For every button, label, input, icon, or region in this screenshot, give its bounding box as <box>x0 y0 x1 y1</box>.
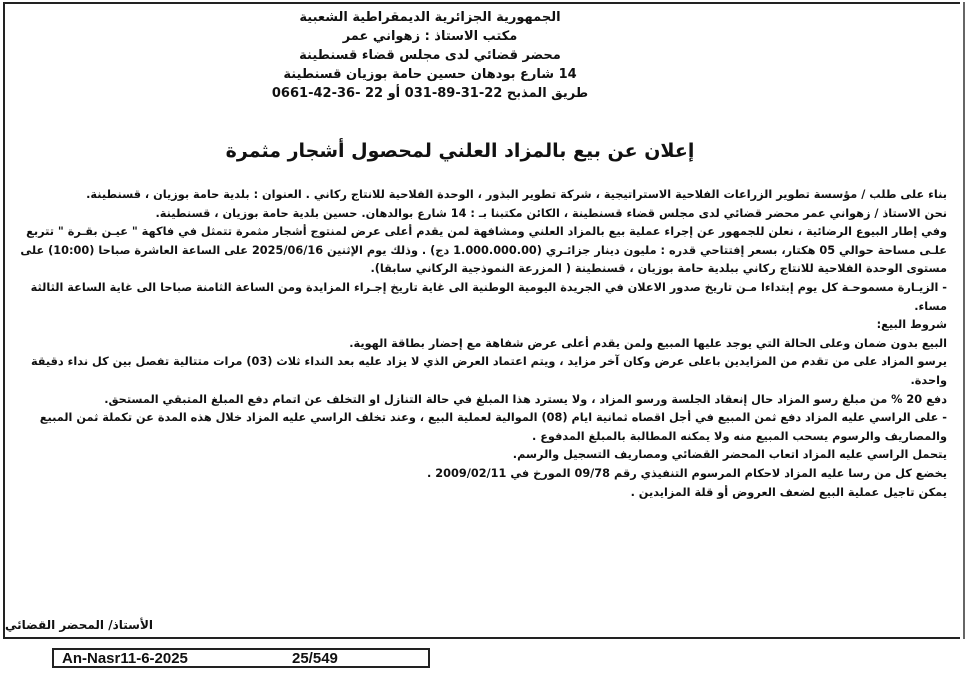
condition-highest-bid: يرسو المزاد على من تقدم من المزايدين باعلى عرض وكان آخر مزايد ، ويتم اعتماد العرض الذي لا يزاد عليه بعد النداء ثلاث (03) مرات متتالية تفصل بين كل نداء دقيقة واحدة. <box>30 355 947 387</box>
publication-number: 25/549 <box>292 650 338 667</box>
notice-body <box>12 186 947 502</box>
body-paragraph-bailiff: نحن الاستاذ / زهواني عمر محضر قضائي لدى مجلس قضاء قسنطينة ، الكائن مكتبنا بـ : 14 شارع بوالدهان. حسين بلدية حامة بوزيان ، قسنطينة. <box>155 206 947 220</box>
notice-title: إعلان عن بيع بالمزاد العلني لمحصول أشجار مثمرة <box>225 140 695 162</box>
condition-no-guarantee: البيع بدون ضمان وعلى الحالة التي يوجد عليها المبيع ولمن يقدم أعلى عرض شفاهة مع إحضار بطاقة الهوية. <box>349 336 947 350</box>
publication-footer <box>52 648 430 668</box>
condition-deposit: دفع 20 % من مبلغ رسو المزاد حال إنعقاد الجلسة ورسو المزاد ، ولا يسترد هذا المبلغ في حالة التنازل او التخلف عن اتمام دفع المبلغ المتبقي المستحق. <box>104 392 947 406</box>
publication-reference: An-Nasr11-6-2025 <box>62 650 188 667</box>
header-line-republic: الجمهورية الجزائرية الديمقراطية الشعبية <box>299 10 561 25</box>
body-paragraph-request: بناء على طلب / مؤسسة تطوير الزراعات الفلاحية الاستراتيجية ، شركة تطوير البذور ، الوحدة الفلاحية للانتاج ركاني . العنوان : بلدية حامة بوزيان ، قسنطينة. <box>86 188 947 201</box>
body-paragraph-visit: - الزيـارة مسموحـة كل يوم إبتداءا مـن تاريخ صدور الاعلان في الجريدة اليومية الوطنية الى غاية تاريخ إجـراء المزايدة ومن الساعة الثامنة صباحا الى غاية الساعة الثالثة مساء. <box>30 280 947 313</box>
signature: الأستاذ/ المحضر القضائي <box>5 618 153 632</box>
condition-postponement: يمكن تاجيل عملية البيع لضعف العروض أو قلة المزايدين . <box>630 485 947 499</box>
notice-header <box>180 8 680 103</box>
header-line-phone: طريق المذبح 22-31-89-031 أو 22 -36-42-0661 <box>271 86 589 101</box>
header-line-office: مكتب الاستاذ : زهواني عمر <box>342 29 518 44</box>
condition-payment-deadline: - على الراسي عليه المزاد دفع ثمن المبيع في أجل اقصاه ثمانية ايام (08) الموالية لعملية البيع ، وعند تخلف الراسي عليه المزاد خلال هذه المدة عن تكملة ثمن المبيع والمصاريف والرسوم يسحب المبيع منه ولا يمكنه المطالبة بالمبلغ المدفوع . <box>39 411 947 443</box>
header-line-bailiff: محضر قضائي لدى مجلس قضاء قسنطينة <box>299 48 561 63</box>
condition-fees: يتحمل الراسي عليه المزاد اتعاب المحضر القضائي ومصاريف التسجيل والرسم. <box>512 448 947 462</box>
sale-conditions-heading: شروط البيع: <box>876 318 947 332</box>
body-paragraph-sale: وفي إطار البيوع الرضائية ، نعلن للجمهور عن إجراء عملية بيع بالمزاد العلني ومشافهة لمن يقدم أعلى عرض لمنتوج أشجار مثمرة تتمثل في فاكهة " عيـن بقـرة " تتربع علـى مساحة حوالي 05 هكتار، بسعر إفتتاحي قدره : مليون دينار جزائـري (1.000.000.00 دج) . وذلك يوم الإثنين 2025/06/16 على الساعة العاشرة صباحا (10:00) على مستوى الوحدة الفلاحية للانتاج ركاني ببلدية حامة بوزيان ، قسنطينة ( المزرعة النموذجية الركاني سابقا). <box>20 225 947 276</box>
header-line-address: 14 شارع بودهان حسين حامة بوزيان قسنطينة <box>283 67 577 82</box>
condition-decree: يخضع كل من رسا عليه المزاد لاحكام المرسوم التنفيذي رقم 09/78 المورخ في 2009/02/11 . <box>427 466 947 480</box>
